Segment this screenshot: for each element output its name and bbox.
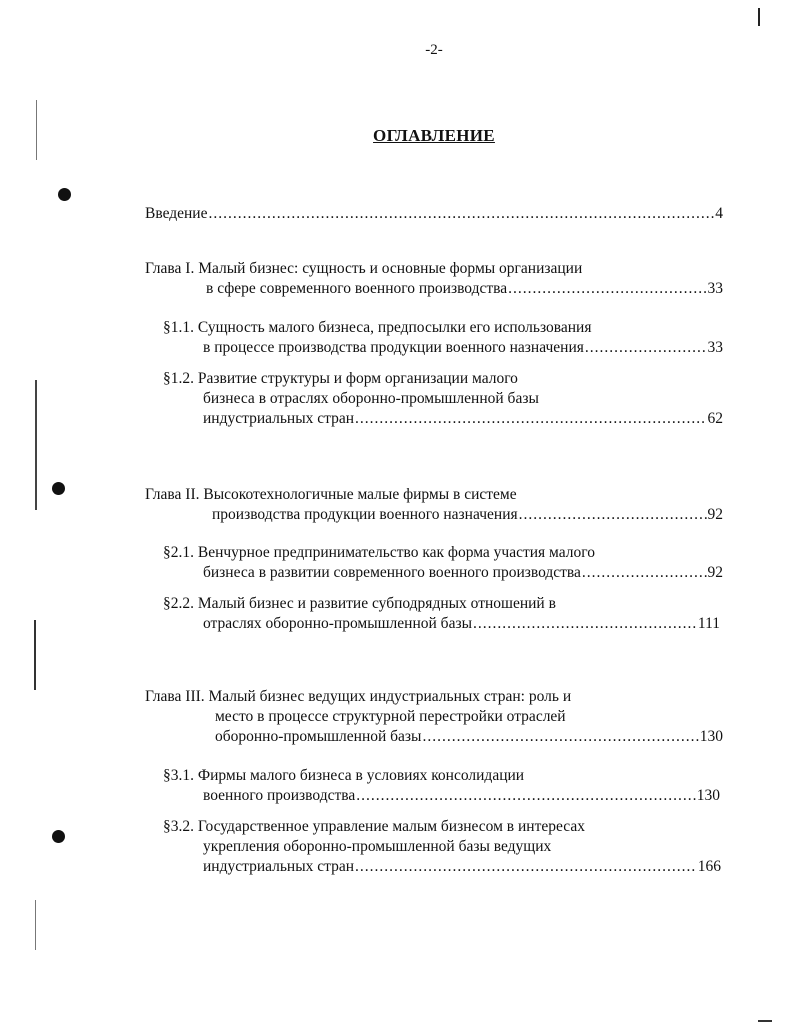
scan-edge-mark [36, 100, 37, 160]
scan-edge-mark [35, 380, 37, 510]
leader-dots [355, 409, 706, 429]
toc-entry-section-3-1-line-1: §3.1. Фирмы малого бизнеса в условиях консолидации [163, 767, 525, 784]
toc-entry-section-2-2[interactable] [163, 594, 720, 634]
toc-entry-section-2-1-page: 92 [707, 564, 723, 581]
leader-dots [356, 786, 696, 806]
toc-entry-chapter-2-line-2: производства продукции военного назначения [212, 506, 518, 523]
toc-entry-section-3-2-page: 166 [697, 858, 721, 875]
toc-entry-section-2-2-line-2: отраслях оборонно-промышленной базы [203, 615, 472, 632]
toc-entry-chapter-1-line-2: в сфере современного военного производства [206, 280, 508, 297]
toc-entry-chapter-2[interactable] [145, 485, 723, 525]
toc-entry-section-2-2-line-1: §2.2. Малый бизнес и развитие субподрядных отношений в [163, 595, 556, 612]
toc-entry-section-1-1-line-1: §1.1. Сущность малого бизнеса, предпосылки его использования [163, 319, 592, 336]
toc-entry-section-3-2-line-3: индустриальных стран [203, 858, 355, 875]
leader-dots [473, 614, 697, 634]
toc-entry-section-1-1-line-2: в процессе производства продукции военного назначения [203, 339, 584, 356]
toc-entry-chapter-1-page: 33 [707, 280, 723, 297]
toc-entry-intro-title: Введение [145, 205, 208, 222]
toc-entry-section-1-2-line-1: §1.2. Развитие структуры и форм организации малого [163, 370, 518, 387]
toc-entry-chapter-1[interactable] [145, 259, 723, 299]
scan-edge-mark [34, 620, 36, 690]
toc-title: ОГЛАВЛЕНИЕ [373, 126, 495, 145]
toc-entry-section-1-1[interactable] [163, 318, 723, 358]
toc-entry-section-1-2-page: 62 [707, 410, 723, 427]
toc-entry-section-1-1-page: 33 [707, 339, 723, 356]
toc-entry-section-3-2-line-2: укрепления оборонно-промышленной базы ведущих [203, 838, 552, 855]
toc-entry-chapter-2-line-1: Глава II. Высокотехнологичные малые фирмы в системе [145, 486, 517, 503]
leader-dots [508, 279, 706, 299]
toc-entry-chapter-2-page: 92 [707, 506, 723, 523]
toc-entry-intro[interactable] [145, 204, 723, 224]
scan-edge-mark [758, 1020, 772, 1022]
toc-entry-section-3-1-page: 130 [696, 787, 720, 804]
toc-entry-section-3-2[interactable] [163, 817, 721, 877]
leader-dots [355, 857, 697, 877]
leader-dots [422, 727, 698, 747]
toc-entry-chapter-1-line-1: Глава I. Малый бизнес: сущность и основные формы организации [145, 260, 583, 277]
toc-entry-chapter-3-line-2: место в процессе структурной перестройки отраслей [215, 708, 566, 725]
toc-entry-section-1-2[interactable] [163, 369, 723, 429]
toc-entry-intro-page: 4 [715, 205, 723, 222]
toc-entry-section-3-1[interactable] [163, 766, 720, 806]
toc-entry-section-1-2-line-2: бизнеса в отраслях оборонно-промышленной базы [203, 390, 539, 407]
toc-entry-section-3-1-line-2: военного производства [203, 787, 356, 804]
toc-entry-section-2-2-page: 111 [697, 615, 720, 632]
toc-entry-chapter-3-line-3: оборонно-промышленной базы [215, 728, 422, 745]
leader-dots [208, 204, 714, 224]
scan-edge-mark [35, 900, 36, 950]
scan-edge-mark [758, 8, 760, 26]
toc-entry-section-1-2-line-3: индустриальных стран [203, 410, 355, 427]
toc-entry-section-2-1[interactable] [163, 543, 723, 583]
toc-entry-chapter-3-line-1: Глава III. Малый бизнес ведущих индустриальных стран: роль и [145, 688, 572, 705]
binder-hole-mark [52, 482, 65, 495]
toc-entry-section-3-2-line-1: §3.2. Государственное управление малым бизнесом в интересах [163, 818, 585, 835]
toc-entry-section-2-1-line-2: бизнеса в развитии современного военного производства [203, 564, 581, 581]
leader-dots [582, 563, 707, 583]
binder-hole-mark [52, 830, 65, 843]
binder-hole-mark [58, 188, 71, 201]
leader-dots [519, 505, 707, 525]
page-number: -2- [425, 42, 443, 58]
toc-entry-chapter-3[interactable] [145, 687, 723, 747]
toc-entry-chapter-3-page: 130 [699, 728, 723, 745]
toc-entry-section-2-1-line-1: §2.1. Венчурное предпринимательство как форма участия малого [163, 544, 595, 561]
leader-dots [585, 338, 707, 358]
